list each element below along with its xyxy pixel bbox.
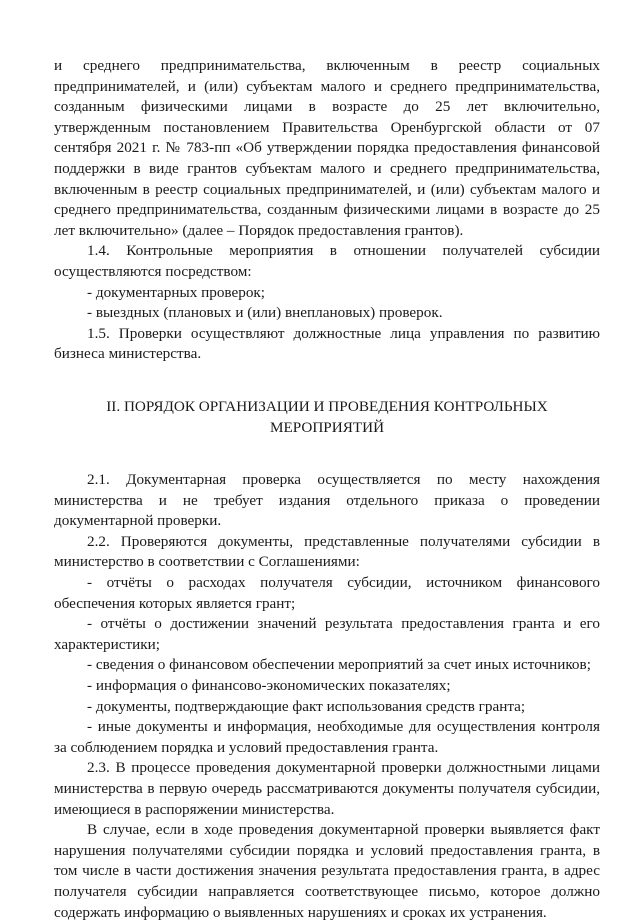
document-page bbox=[54, 56, 600, 923]
list-item-documentary-checks: - документарных проверок; bbox=[87, 283, 266, 301]
paragraph-1-5: 1.5. Проверки осуществляют должностные лица управления по развитию бизнеса министерства. bbox=[54, 324, 600, 363]
paragraph-2-3-continued: В случае, если в ходе проведения документарной проверки выявляется факт нарушения получателями субсидии порядка и условий предоставления гранта, в том числе в части достижения значения результата предоставления гранта, в адрес получателя субсидии направляется соответствующее письмо, которое должно содержать информацию о выявленных нарушениях и сроках их устранения. bbox=[54, 821, 600, 921]
paragraph-2-2: 2.2. Проверяются документы, представленные получателями субсидии в министерство в соответствии с Соглашениями: bbox=[54, 532, 600, 571]
list-item-financial-indicators: - информация о финансово-экономических показателях; bbox=[87, 677, 451, 695]
section-2-title bbox=[54, 397, 600, 438]
paragraph-1-4: 1.4. Контрольные мероприятия в отношении получателей субсидии осуществляются посредством: bbox=[54, 242, 600, 280]
section-2-title-line2: МЕРОПРИЯТИЙ bbox=[269, 418, 385, 436]
paragraph-2-1: 2.1. Документарная проверка осуществляется по месту нахождения министерства и не требует издания отдельного приказа о проведении документарной проверки. bbox=[54, 471, 600, 530]
list-item-other-docs: - иные документы и информация, необходимые для осуществления контроля за соблюдением порядка и условий предоставления гранта. bbox=[54, 718, 600, 756]
intro-paragraph: и среднего предпринимательства, включенным в реестр социальных предпринимателей, и (или) субъектам малого и среднего предпринимательства, созданным физическими лицами в возрасте до 25 лет включительно, утвержденным постановлением Правительства Оренбургской области от 07 сентября 2021 г. № 783-пп «Об утверждении порядка предоставления финансовой поддержки в виде грантов субъектам малого и среднего предпринимательства, включенным в реестр социальных предпринимателей, и (или) субъектам малого и среднего предпринимательства, созданным физическими лицами в возрасте до 25 лет включительно» (далее – Порядок предоставления грантов). bbox=[54, 57, 600, 239]
list-item-other-funding: - сведения о финансовом обеспечении мероприятий за счет иных источников; bbox=[87, 656, 591, 674]
list-item-grant-usage-docs: - документы, подтверждающие факт использования средств гранта; bbox=[87, 697, 526, 715]
paragraph-2-3: 2.3. В процессе проведения документарной проверки должностными лицами министерства в первую очередь рассматриваются документы получателя субсидии, имеющиеся в распоряжении министерства. bbox=[54, 759, 600, 818]
list-item-expense-reports: - отчёты о расходах получателя субсидии, источником финансового обеспечения которых является грант; bbox=[54, 574, 600, 612]
list-item-onsite-checks: - выездных (плановых и (или) внеплановых) проверок. bbox=[87, 304, 443, 322]
section-2-title-line1: II. ПОРЯДОК ОРГАНИЗАЦИИ И ПРОВЕДЕНИЯ КОНТРОЛЬНЫХ bbox=[106, 397, 548, 415]
list-item-result-reports: - отчёты о достижении значений результата предоставления гранта и его характеристики; bbox=[54, 615, 600, 653]
